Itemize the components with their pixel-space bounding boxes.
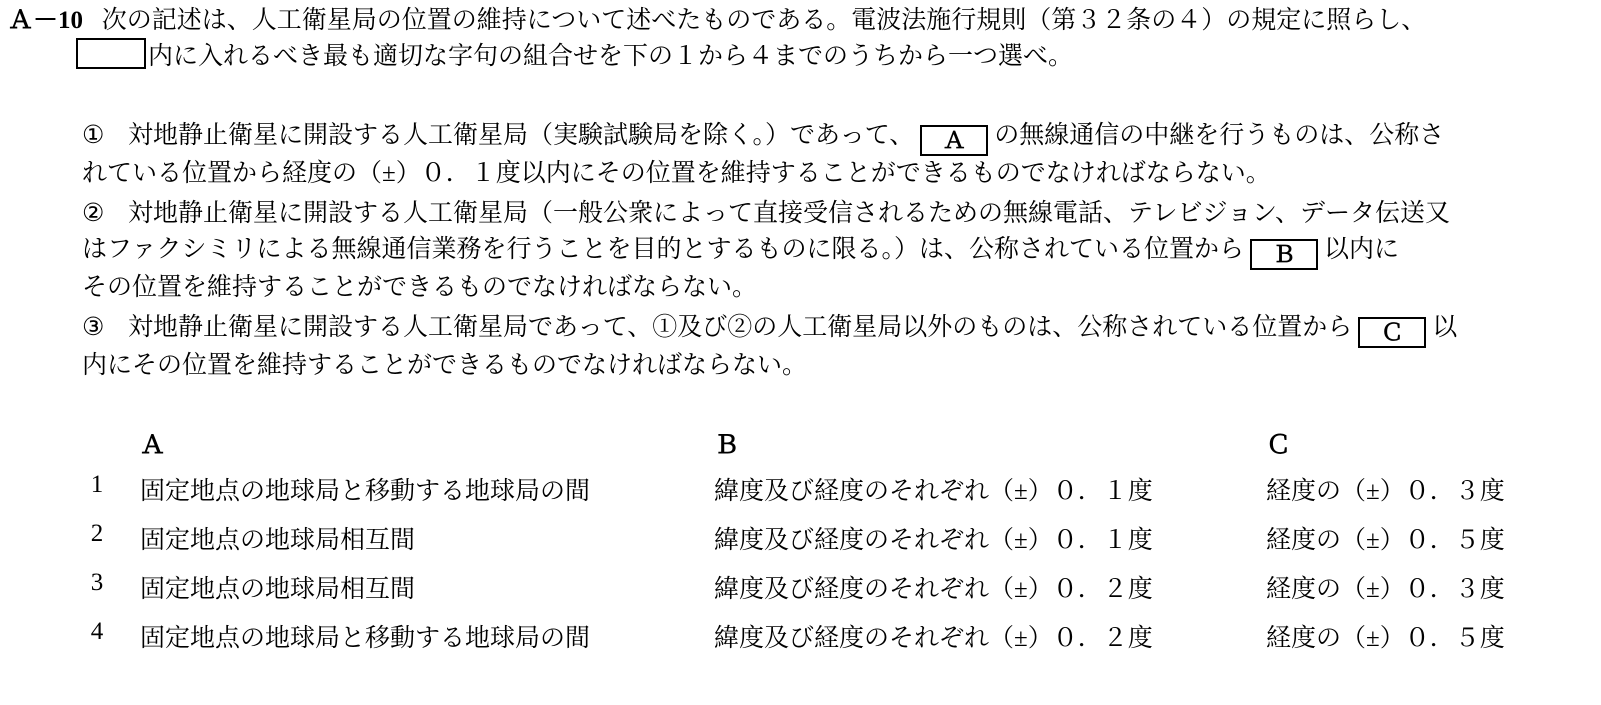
list-item-1-text-a: 対地静止衛星に開設する人工衛星局（実験試験局を除く。）であって、 — [128, 122, 915, 149]
choice-value-a: 固定地点の地球局相互間 — [140, 576, 416, 603]
choice-number: 1 — [90, 471, 104, 498]
list-item-3-line-1 — [82, 310, 1597, 348]
table-header-row — [58, 425, 1588, 471]
list-item-2-line-1: 対地静止衛星に開設する人工衛星局（一般公衆によって直接受信されるための無線電話、テレビジョン、データ伝送又 — [128, 200, 1451, 227]
choice-number: 4 — [90, 618, 104, 645]
list-item-3-text-b: 以 — [1432, 314, 1458, 341]
question-instruction-text: 内に入れるべき最も適切な字句の組合せを下の１から４までのうちから一つ選べ。 — [148, 43, 1074, 70]
list-item-3-body — [82, 310, 1597, 384]
list-item-1-line-1 — [82, 118, 1597, 156]
list-item-1-line-2: れている位置から経度の（±）０．１度以内にその位置を維持することができるものでなければならない。 — [82, 160, 1271, 187]
question-number: Ａ－10 — [8, 7, 84, 34]
choice-number: 3 — [90, 569, 104, 596]
table-row[interactable] — [58, 471, 1588, 520]
list-item-2-text-b: 以内に — [1324, 236, 1400, 263]
question-header-line-1 — [8, 4, 1593, 38]
list-item-2-marker: ② — [82, 200, 105, 227]
choice-value-b: 緯度及び経度のそれぞれ（±）０．２度 — [714, 625, 1153, 652]
choice-value-c: 経度の（±）０．５度 — [1266, 625, 1505, 652]
list-item-1-body — [82, 118, 1597, 192]
list-item-1-text-b: の無線通信の中継を行うものは、公称さ — [994, 122, 1445, 149]
table-row[interactable] — [58, 618, 1588, 667]
question-header — [8, 4, 1593, 75]
table-header-a: Ａ — [140, 432, 166, 459]
list-item-3-line-2: 内にその位置を維持することができるものでなければならない。 — [82, 352, 808, 379]
blank-box-empty — [76, 38, 146, 69]
list-item-2 — [82, 196, 1597, 306]
list-item-3 — [82, 310, 1597, 384]
question-header-line-2 — [74, 38, 1593, 75]
choice-number: 2 — [90, 520, 104, 547]
choice-value-c: 経度の（±）０．５度 — [1266, 527, 1505, 554]
choice-value-b: 緯度及び経度のそれぞれ（±）０．１度 — [714, 478, 1153, 505]
list-item-1 — [82, 118, 1597, 192]
choice-value-a: 固定地点の地球局と移動する地球局の間 — [140, 625, 591, 652]
choice-value-b: 緯度及び経度のそれぞれ（±）０．２度 — [714, 576, 1153, 603]
choice-value-c: 経度の（±）０．３度 — [1266, 576, 1505, 603]
answer-box-c: Ｃ — [1358, 317, 1426, 348]
choice-value-b: 緯度及び経度のそれぞれ（±）０．１度 — [714, 527, 1153, 554]
list-item-3-text-a: 対地静止衛星に開設する人工衛星局であって、①及び②の人工衛星局以外のものは、公称されている位置から — [128, 314, 1353, 341]
table-row[interactable] — [58, 520, 1588, 569]
choice-value-a: 固定地点の地球局相互間 — [140, 527, 416, 554]
answer-choice-table — [58, 425, 1588, 667]
list-item-2-line-2 — [82, 232, 1597, 270]
list-item-2-text-a: はファクシミリによる無線通信業務を行うことを目的とするものに限る。）は、公称されている位置から — [82, 236, 1245, 263]
choice-value-c: 経度の（±）０．３度 — [1266, 478, 1505, 505]
table-row[interactable] — [58, 569, 1588, 618]
question-statement-text: 次の記述は、人工衛星局の位置の維持について述べたものである。電波法施行規則（第３２条の４）の規定に照らし、 — [101, 7, 1427, 34]
list-item-2-line-3: その位置を維持することができるものでなければならない。 — [82, 274, 758, 301]
list-item-1-marker: ① — [82, 122, 105, 149]
table-header-c: Ｃ — [1266, 432, 1292, 459]
choice-value-a: 固定地点の地球局と移動する地球局の間 — [140, 478, 591, 505]
answer-box-b: Ｂ — [1250, 239, 1318, 270]
answer-box-a: Ａ — [920, 125, 988, 156]
statement-list — [82, 118, 1597, 388]
table-header-b: Ｂ — [714, 432, 740, 459]
list-item-3-marker: ③ — [82, 314, 105, 341]
list-item-2-body — [82, 196, 1597, 306]
